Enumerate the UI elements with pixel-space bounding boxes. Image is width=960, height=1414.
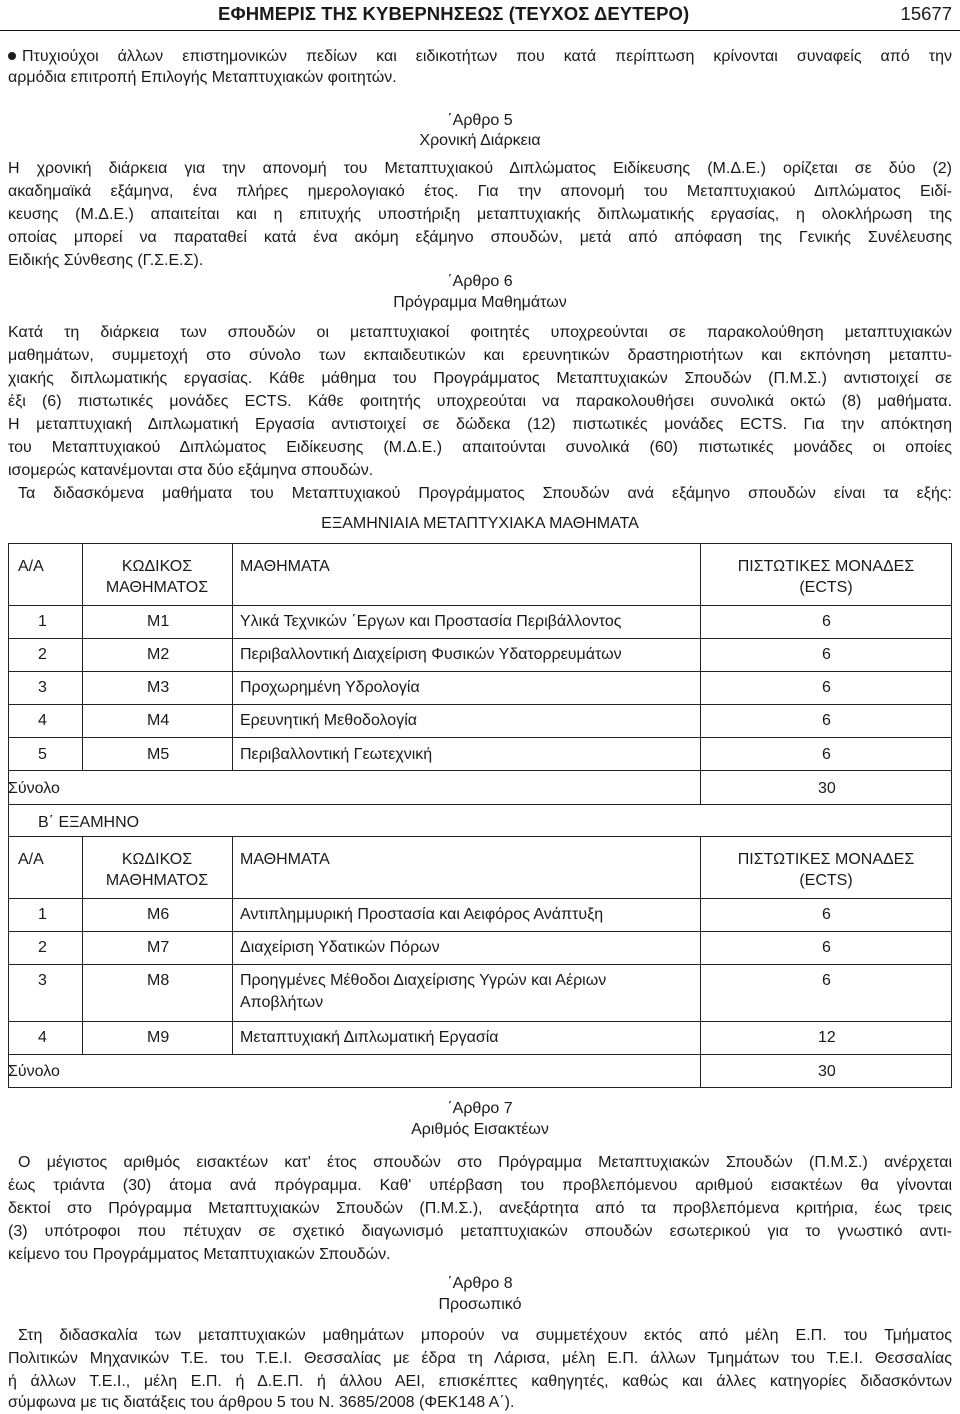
cell-ects: 6 — [822, 613, 831, 630]
article7-line-3: δεκτοί στο Πρόγραμμα Μεταπτυχιακών Σπουδών (Π.Μ.Σ.), ανεξάρτητα από τα προβλεπόμενα κριτήρια, έως τρεις — [8, 1200, 952, 1217]
article6-heading: ΄Αρθρο 6 — [447, 273, 513, 290]
table-rule — [8, 1087, 952, 1088]
cell-course: Περιβαλλοντική Διαχείριση Φυσικών Υδατορρευμάτων — [240, 646, 622, 663]
article6-subheading: Πρόγραμμα Μαθημάτων — [393, 294, 567, 311]
article5-line-4: οποίας μπορεί να παραταθεί κατά ένα ακόμη εξάμηνο σπουδών, μετά από απόφαση της Γενικής Συνέλευσης — [8, 229, 952, 246]
col-header-aa: Α/Α — [18, 558, 44, 575]
semester-a-total-label: Σύνολο — [8, 780, 60, 797]
bullet-icon — [8, 52, 16, 60]
table-rule — [8, 836, 952, 837]
article6-line-7: ισομερώς κατανέμονται στα δύο εξάμηνα σπουδών. — [8, 462, 374, 479]
cell-ects: 6 — [822, 906, 831, 923]
col-header-ects-1: ΠΙΣΤΩΤΙΚΕΣ ΜΟΝΑΔΕΣ — [737, 558, 915, 575]
gazette-title: ΕΦΗΜΕΡΙΣ ΤΗΣ ΚΥΒΕΡΝΗΣΕΩΣ (ΤΕΥΧΟΣ ΔΕΥΤΕΡΟ) — [218, 3, 690, 24]
article5-line-2: ακαδημαϊκά εξάμηνα, ένα πλήρες ημερολογιακό έτος. Για την απονομή του Μεταπτυχιακού Διπλώματος Ειδί- — [8, 183, 952, 200]
intro-line-1: Πτυχιούχοι άλλων επιστημονικών πεδίων και ειδικοτήτων που κατά περίπτωση κρίνονται συναφείς από την — [8, 47, 952, 68]
cell-course: Ερευνητική Μεθοδολογία — [240, 712, 417, 729]
table-rule — [8, 898, 952, 899]
col-header-ects-2: (ECTS) — [799, 872, 853, 889]
cell-ects: 6 — [822, 746, 831, 763]
table-rule — [700, 771, 701, 805]
col-header-course: ΜΑΘΗΜΑΤΑ — [240, 851, 330, 868]
table-rule — [8, 1054, 952, 1055]
page-header — [0, 0, 960, 31]
article6-line-1: Κατά τη διάρκεια των σπουδών οι μεταπτυχιακοί φοιτητές υποχρεούνται σε παρακολούθηση μεταπτυχιακών — [8, 324, 952, 341]
col-header-code-2: ΜΑΘΗΜΑΤΟΣ — [105, 872, 209, 889]
article8-heading: ΄Αρθρο 8 — [447, 1275, 513, 1292]
cell-course: Αντιπλημμυρική Προστασία και Αειφόρος Ανάπτυξη — [240, 906, 604, 923]
cell-course: Διαχείριση Υδατικών Πόρων — [240, 939, 440, 956]
table-rule — [232, 836, 233, 1055]
cell-aa: 2 — [38, 646, 47, 663]
article6-line-3: χιακής διπλωματικής εργασίας. Κάθε μάθημα του Προγράμματος Μεταπτυχιακών Σπουδών (Π.Μ.Σ.) αντιστοιχεί σε — [8, 370, 952, 387]
table-rule — [8, 964, 952, 965]
article5-line-5: Ειδικής Σύνθεσης (Γ.Σ.Ε.Σ). — [8, 252, 204, 269]
cell-aa: 4 — [38, 1029, 47, 1046]
table-rule — [8, 605, 952, 606]
col-header-aa: Α/Α — [18, 851, 44, 868]
cell-ects: 12 — [818, 1029, 836, 1046]
table-rule — [8, 804, 952, 805]
cell-code: Μ3 — [147, 679, 170, 696]
courses-intro: Τα διδασκόμενα μαθήματα του Μεταπτυχιακού Προγράμματος Σπουδών ανά εξάμηνο σπουδών είναι τα εξής: — [18, 485, 952, 502]
article8-line-2: Πολιτικών Μηχανικών Τ.Ε. του Τ.Ε.Ι. Θεσσαλίας με έδρα τη Λάρισα, μέλη Ε.Π. άλλων Τμημάτων του Τ.Ε.Ι. Θεσσαλίας — [8, 1350, 952, 1367]
article6-line-2: μαθημάτων, συμμετοχή στο σύνολο των εκπαιδευτικών και ερευνητικών δραστηριοτήτων και εκπόνηση μεταπτυ- — [8, 347, 952, 364]
intro-line-2: αρμόδια επιτροπή Επιλογής Μεταπτυχιακών φοιτητών. — [8, 69, 397, 86]
cell-ects: 6 — [822, 939, 831, 956]
table-rule — [8, 770, 952, 771]
article6-line-6: του Μεταπτυχιακού Διπλώματος Ειδίκευσης (Μ.Δ.Ε.) απαιτούνται συνολικά (60) πιστωτικές μονάδες οι οποίες — [8, 439, 952, 456]
table-rule — [8, 543, 952, 544]
cell-code: Μ2 — [147, 646, 170, 663]
cell-course: Υλικά Τεχνικών ΄Εργων και Προστασία Περιβάλλοντος — [240, 613, 622, 630]
cell-course: Περιβαλλοντική Γεωτεχνική — [240, 746, 433, 763]
table-rule — [951, 543, 952, 1087]
cell-aa: 5 — [38, 746, 47, 763]
cell-ects: 6 — [822, 972, 831, 989]
cell-course-line-1: Προηγμένες Μέθοδοι Διαχείρισης Υγρών και Αέριων — [240, 972, 607, 989]
table-rule — [8, 704, 952, 705]
semester-b-label: Β΄ ΕΞΑΜΗΝΟ — [38, 814, 140, 831]
article5-heading: ΄Αρθρο 5 — [447, 112, 513, 129]
semester-a-total: 30 — [818, 780, 836, 797]
cell-code: Μ6 — [147, 906, 170, 923]
cell-aa: 4 — [38, 712, 47, 729]
article7-line-1: Ο μέγιστος αριθμός εισακτέων κατ' έτος σπουδών στο Πρόγραμμα Μεταπτυχιακών Σπουδών (Π.Μ.Σ.) ανέρχεται — [18, 1154, 952, 1171]
cell-ects: 6 — [822, 679, 831, 696]
cell-aa: 1 — [38, 613, 47, 630]
table-rule — [8, 543, 9, 1087]
article5-line-1: Η χρονική διάρκεια για την απονομή του Μεταπτυχιακού Διπλώματος Ειδίκευσης (Μ.Δ.Ε.) ορίζεται σε δύο (2) — [8, 160, 952, 177]
article6-line-4: έξι (6) πιστωτικές μονάδες ECTS. Κάθε φοιτητής υποχρεούται να παρακολουθήσει συνολικά οκτώ (8) μαθήματα. — [8, 393, 952, 410]
article8-line-3: ή άλλων Τ.Ε.Ι., μέλη Ε.Π. ή Δ.Ε.Π. ή άλλου ΑΕΙ, επισκέπτες καθηγητές, καθώς και άλλες κατηγορίες διδασκόντων — [8, 1373, 952, 1390]
semester-b-total: 30 — [818, 1063, 836, 1080]
article8-subheading: Προσωπικό — [438, 1296, 522, 1313]
page-number: 15677 — [900, 3, 952, 24]
cell-aa: 2 — [38, 939, 47, 956]
cell-ects: 6 — [822, 646, 831, 663]
cell-code: Μ8 — [147, 972, 170, 989]
table-title: ΕΞΑΜΗΝΙΑΙΑ ΜΕΤΑΠΤΥΧΙΑΚΑ ΜΑΘΗΜΑΤΑ — [321, 515, 639, 532]
col-header-code-2: ΜΑΘΗΜΑΤΟΣ — [105, 579, 209, 596]
cell-ects: 6 — [822, 712, 831, 729]
table-rule — [8, 737, 952, 738]
col-header-ects-2: (ECTS) — [799, 579, 853, 596]
cell-code: Μ9 — [147, 1029, 170, 1046]
cell-code: Μ5 — [147, 746, 170, 763]
article7-line-2: έως τριάντα (30) άτομα ανά πρόγραμμα. Καθ' υπέρβαση του προβλεπόμενου αριθμού εισακτέων θα γίνονται — [8, 1177, 952, 1194]
cell-aa: 1 — [38, 906, 47, 923]
cell-aa: 3 — [38, 972, 47, 989]
article5-subheading: Χρονική Διάρκεια — [419, 132, 541, 149]
semester-b-total-label: Σύνολο — [8, 1063, 60, 1080]
table-rule — [8, 931, 952, 932]
cell-course-line-2: Αποβλήτων — [240, 994, 324, 1011]
table-rule — [232, 543, 233, 771]
cell-code: Μ1 — [147, 613, 170, 630]
article7-subheading: Αριθμός Εισακτέων — [411, 1121, 549, 1138]
table-rule — [8, 638, 952, 639]
col-header-code-1: ΚΩΔΙΚΟΣ — [121, 558, 193, 575]
article8-line-4: σύμφωνα με τις διατάξεις του άρθρου 5 του Ν. 3685/2008 (ΦΕΚ148 Α΄). — [8, 1394, 515, 1411]
col-header-ects-1: ΠΙΣΤΩΤΙΚΕΣ ΜΟΝΑΔΕΣ — [737, 851, 915, 868]
col-header-code-1: ΚΩΔΙΚΟΣ — [121, 851, 193, 868]
article7-line-5: κείμενο του Προγράμματος Μεταπτυχιακών Σπουδών. — [8, 1246, 391, 1263]
table-rule — [8, 1021, 952, 1022]
cell-code: Μ7 — [147, 939, 170, 956]
cell-course: Μεταπτυχιακή Διπλωματική Εργασία — [240, 1029, 499, 1046]
cell-course: Προχωρημένη Υδρολογία — [240, 679, 420, 696]
cell-code: Μ4 — [147, 712, 170, 729]
article8-line-1: Στη διδασκαλία των μεταπτυχιακών μαθημάτων μπορούν να συμμετέχουν εκτός από μέλη Ε.Π. του Τμήματος — [18, 1327, 952, 1344]
article5-line-3: κευσης (Μ.Δ.Ε.) απαιτείται και η επιτυχής υποστήριξη μεταπτυχιακής διπλωματικής εργασίας, η ολοκλήρωση της — [8, 206, 952, 223]
table-rule — [8, 671, 952, 672]
cell-aa: 3 — [38, 679, 47, 696]
article6-line-5: Η μεταπτυχιακή Διπλωματική Εργασία αντιστοιχεί σε δώδεκα (12) πιστωτικές μονάδες ECTS. Για την απόκτηση — [8, 416, 952, 433]
article7-heading: ΄Αρθρο 7 — [447, 1100, 513, 1117]
col-header-course: ΜΑΘΗΜΑΤΑ — [240, 558, 330, 575]
article7-line-4: (3) υπότροφοι που πέτυχαν σε σχετικό διαγωνισμό μεταπτυχιακών σπουδών εσωτερικού για το γνωστικό αντι- — [8, 1223, 952, 1240]
